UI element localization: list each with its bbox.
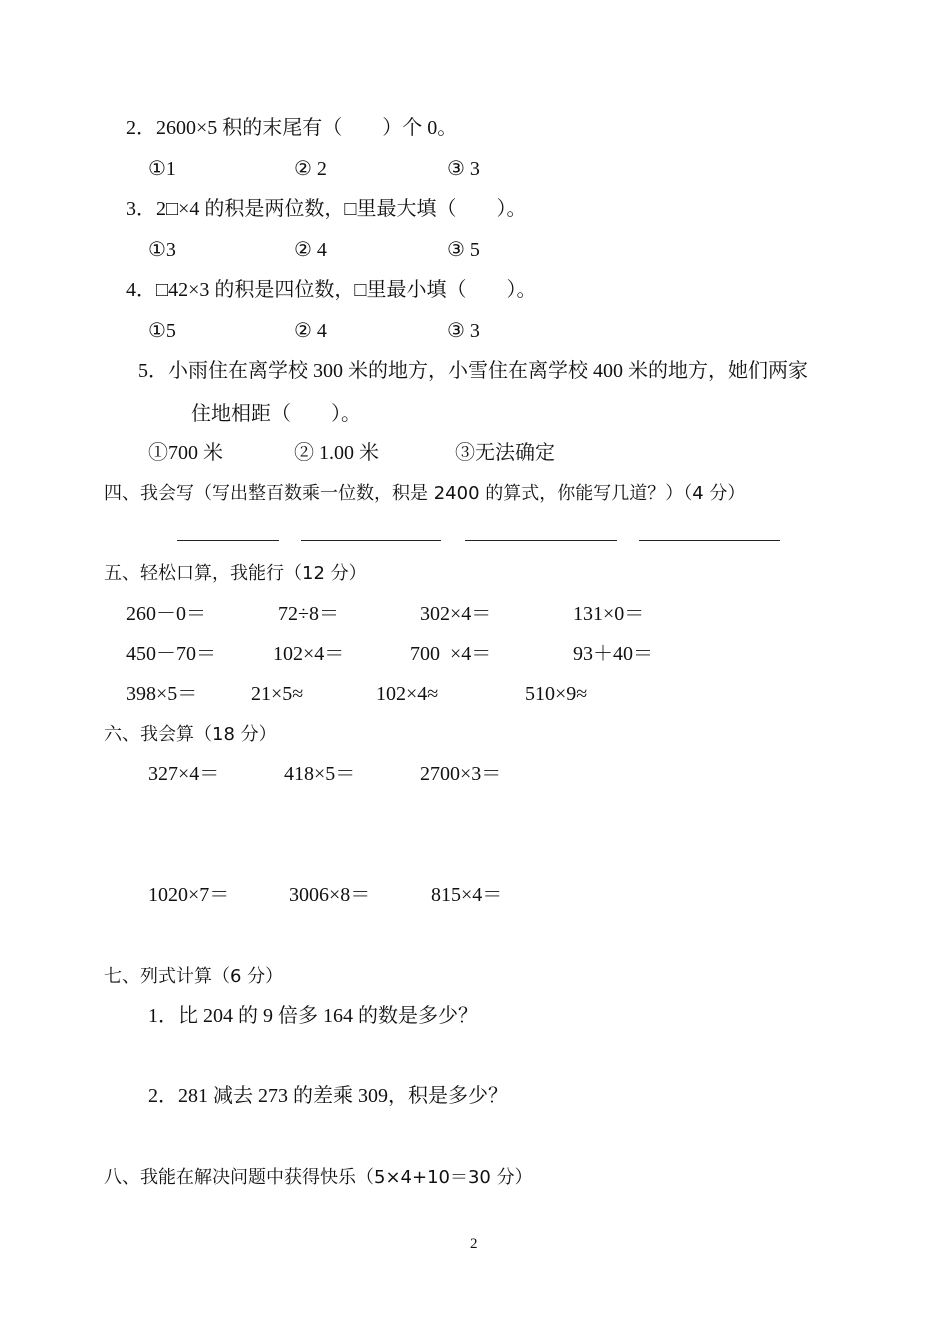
written-calc-item: 2700×3＝ [420, 763, 502, 785]
word-problem-1: 1．比 204 的 9 倍多 164 的数是多少？ [148, 1005, 478, 1027]
oral-calc-item: 131×0＝ [573, 603, 645, 625]
written-calc-item: 3006×8＝ [289, 884, 371, 906]
oral-calc-item: 398×5＝ [126, 683, 198, 705]
q2-option-2: ② 2 [294, 158, 327, 180]
q4-option-3: ③ 3 [447, 320, 480, 342]
written-calc-item: 815×4＝ [431, 884, 503, 906]
oral-calc-item: 72÷8＝ [278, 603, 339, 625]
question-3: 3．2□×4 的积是两位数，□里最大填（ ）。 [126, 198, 527, 220]
section-6-heading: 六、我会算（18 分） [104, 724, 277, 745]
oral-calc-item: 450－70＝ [126, 643, 216, 665]
oral-calc-item: 260－0＝ [126, 603, 206, 625]
q5-option-1: ①700 米 [148, 442, 223, 464]
q2-option-3: ③ 3 [447, 158, 480, 180]
q3-option-1: ①3 [148, 239, 176, 261]
oral-calc-item: 510×9≈ [525, 683, 588, 705]
section-7-heading: 七、列式计算（6 分） [104, 966, 284, 987]
section-5-heading: 五、轻松口算，我能行（12 分） [104, 563, 367, 584]
section-4-heading: 四、我会写（写出整百数乘一位数，积是 2400 的算式，你能写几道？）（4 分） [104, 483, 746, 504]
answer-blank-2[interactable] [301, 540, 441, 541]
question-5-line-1: 5．小雨住在离学校 300 米的地方，小雪住在离学校 400 米的地方，她们两家 [138, 360, 808, 382]
q3-option-2: ② 4 [294, 239, 327, 261]
oral-calc-item: 302×4＝ [420, 603, 492, 625]
question-2: 2．2600×5 积的末尾有（ ）个 0。 [126, 117, 458, 139]
question-5-line-2: 住地相距（ ）。 [191, 403, 361, 425]
q4-option-2: ② 4 [294, 320, 327, 342]
answer-blank-4[interactable] [639, 540, 780, 541]
written-calc-item: 1020×7＝ [148, 884, 230, 906]
oral-calc-item: 102×4＝ [273, 643, 345, 665]
page-number: 2 [470, 1236, 478, 1252]
question-4: 4．□42×3 的积是四位数，□里最小填（ ）。 [126, 279, 537, 301]
written-calc-item: 418×5＝ [284, 763, 356, 785]
q5-option-2: ② 1.00 米 [294, 442, 379, 464]
answer-blank-3[interactable] [465, 540, 617, 541]
word-problem-2: 2．281 减去 273 的差乘 309，积是多少？ [148, 1085, 508, 1107]
q3-option-3: ③ 5 [447, 239, 480, 261]
section-8-heading: 八、我能在解决问题中获得快乐（5×4+10＝30 分） [104, 1167, 533, 1188]
oral-calc-item: 102×4≈ [376, 683, 439, 705]
oral-calc-item: 21×5≈ [251, 683, 304, 705]
answer-blank-1[interactable] [177, 540, 279, 541]
written-calc-item: 327×4＝ [148, 763, 220, 785]
oral-calc-item: 700 ×4＝ [410, 643, 492, 665]
q5-option-3: ③无法确定 [455, 442, 555, 464]
oral-calc-item: 93＋40＝ [573, 643, 653, 665]
q4-option-1: ①5 [148, 320, 176, 342]
q2-option-1: ①1 [148, 158, 176, 180]
